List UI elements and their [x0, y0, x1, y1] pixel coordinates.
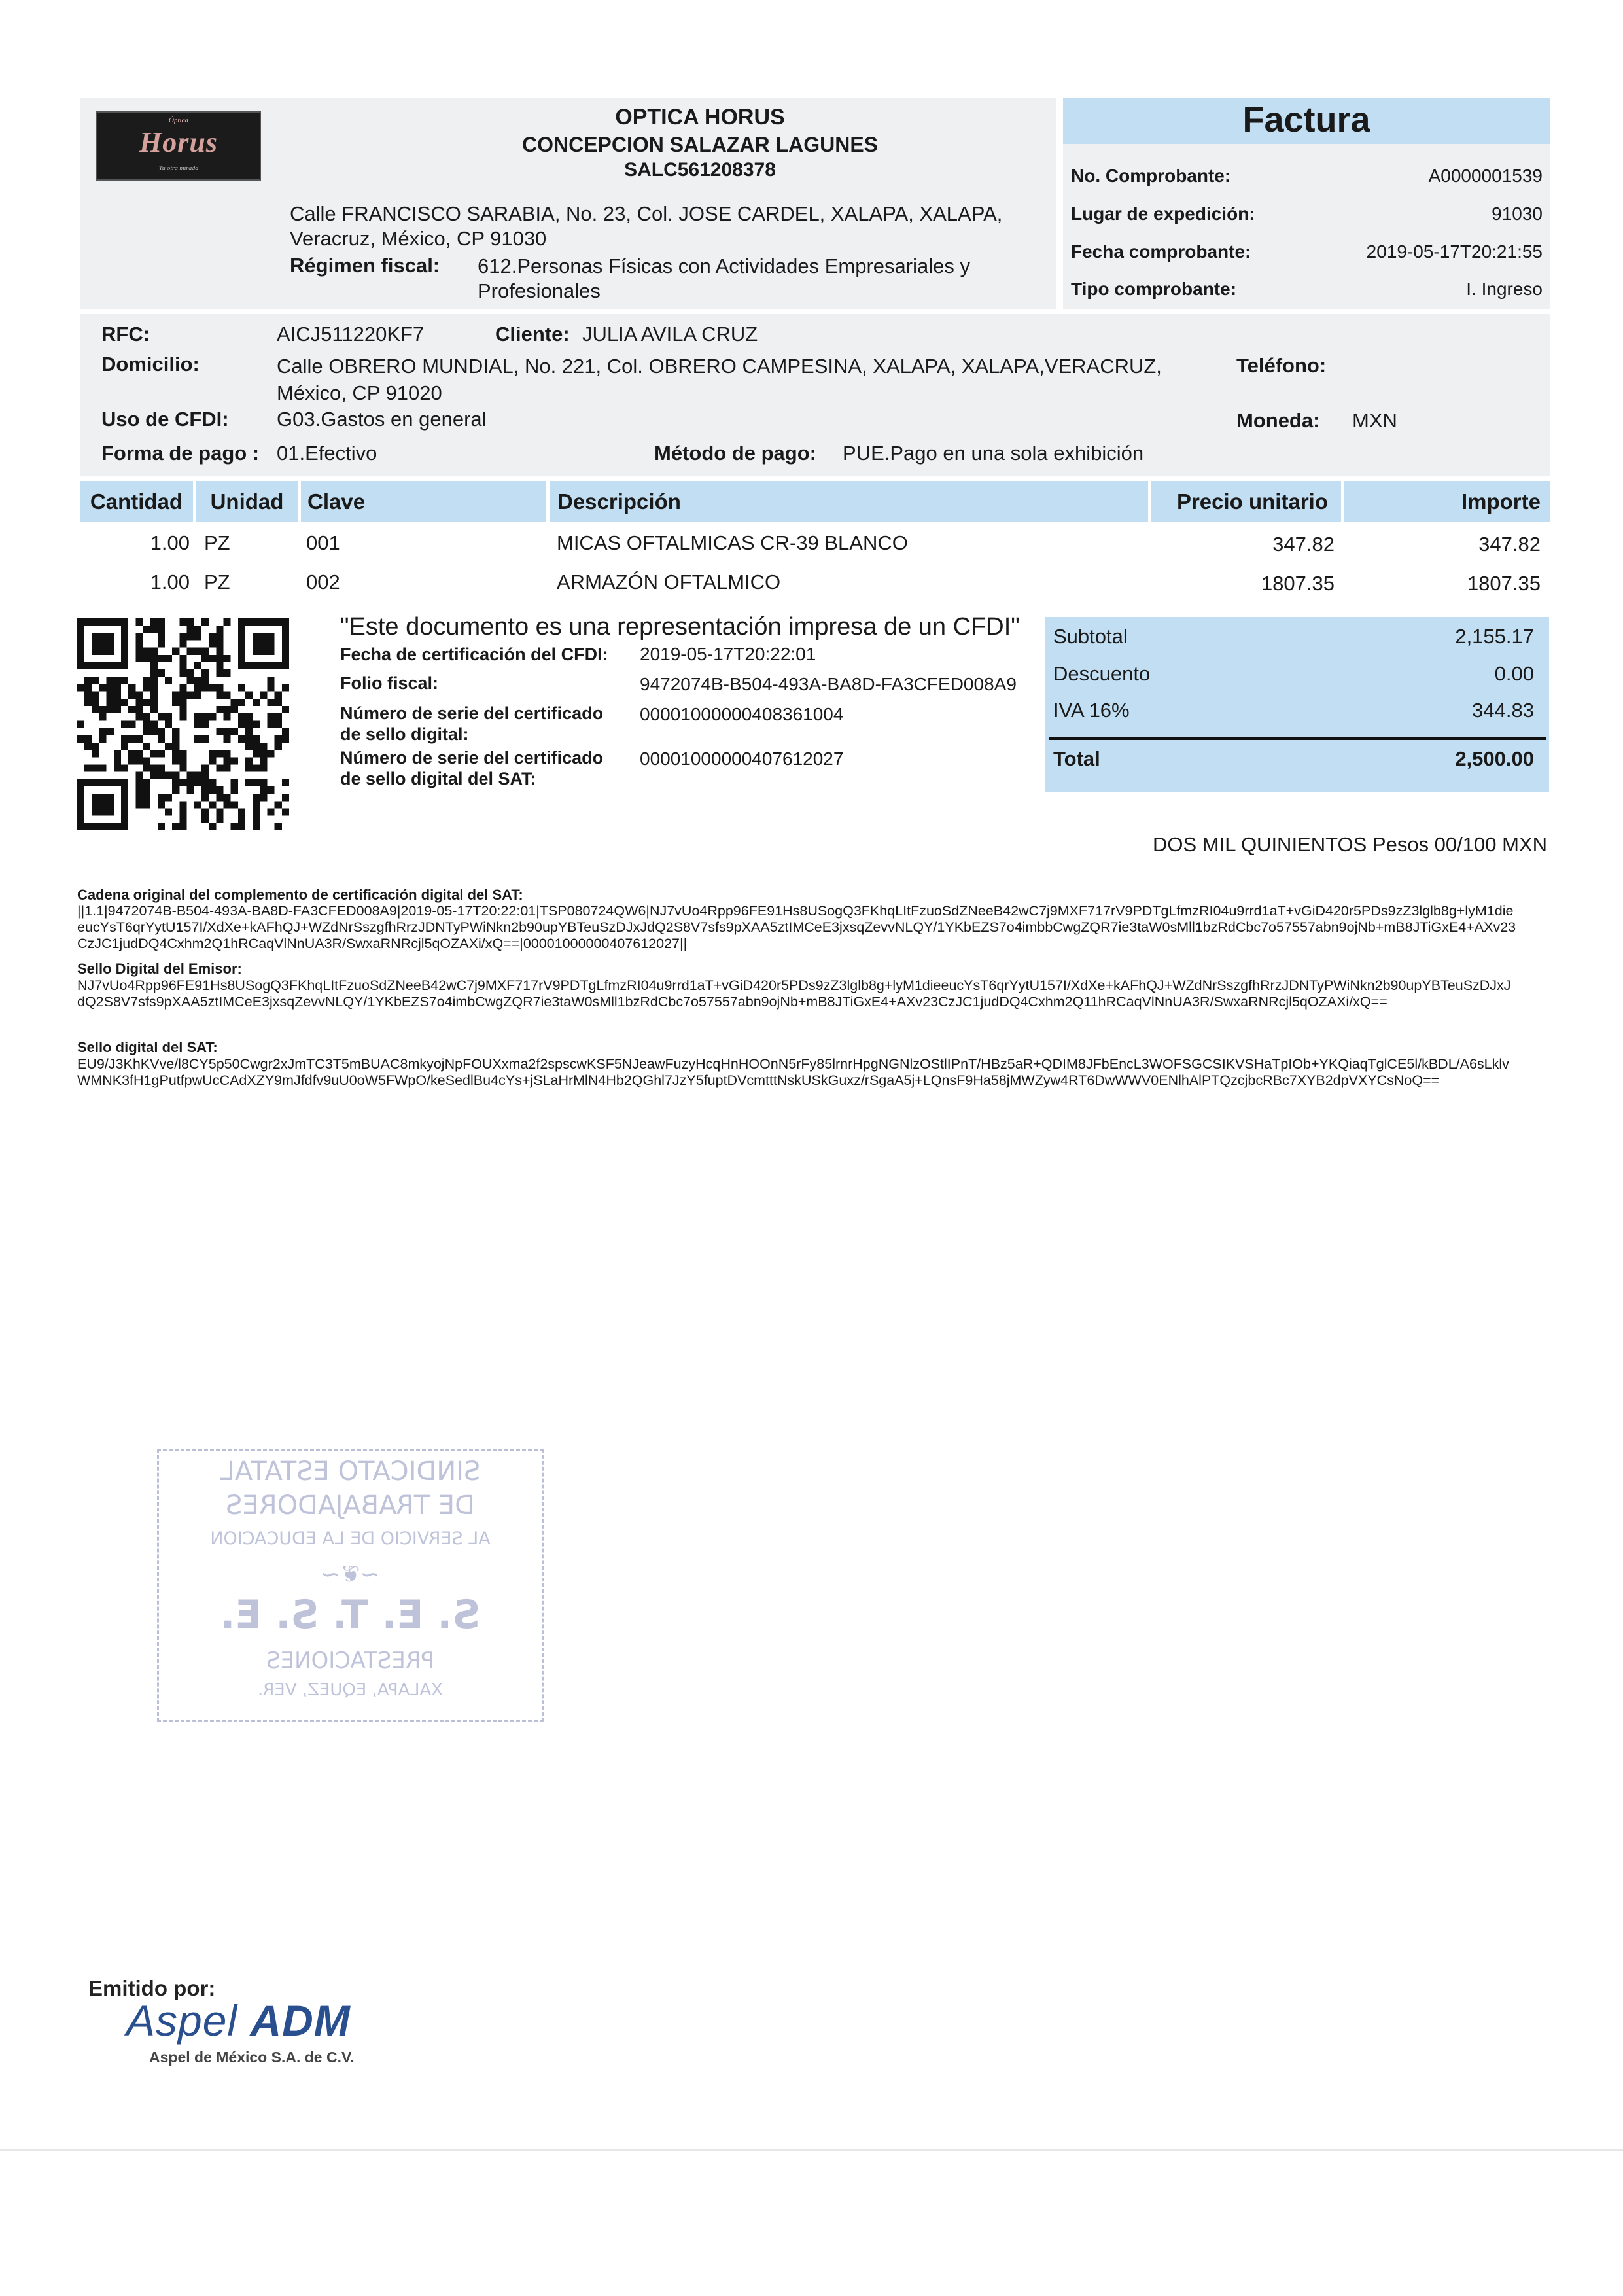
iva-label: IVA 16% [1053, 699, 1130, 722]
payment-method-value: PUE.Pago en una sola exhibición [843, 442, 1144, 465]
row-precio: 1807.35 [1261, 572, 1335, 595]
regimen-label: Régimen fiscal: [290, 254, 440, 277]
stamp-line-4: S. E. T. S. E. [220, 1592, 481, 1638]
issuer-owner: CONCEPCION SALAZAR LAGUNES [521, 133, 878, 156]
aspel-company: Aspel de México S.A. de C.V. [149, 2049, 355, 2066]
total-label: Total [1053, 747, 1100, 770]
issuer-rfc: SALC561208378 [624, 159, 776, 181]
aspel-brand: Aspel [126, 1996, 238, 2045]
row-importe: 1807.35 [1467, 572, 1541, 595]
adm-brand: ADM [250, 1996, 351, 2045]
cert-date-label: Fecha de certificación del CFDI: [340, 645, 608, 664]
place-label: Lugar de expedición: [1071, 203, 1255, 224]
client-label: Cliente: [495, 323, 570, 345]
phone-label: Teléfono: [1236, 354, 1327, 377]
logo-small-top: Óptica [169, 116, 188, 124]
subtotal-label: Subtotal [1053, 625, 1128, 648]
stamp-line-1: SINDICATO ESTATAL [220, 1457, 481, 1487]
cadena-value: ||1.1|9472074B-B504-493A-BA8D-FA3CFED008A9|2019-05-17T20:22:01|TSP080724QW6|NJ7vUo4Rpp96FE91Hs8USogQ3FKhqLItFzuoSdZNeeB42wC7j9MXF717rV9PDTgLfmzRI04u9rrd1aT+vGiD420r5PDs9zZ3lglb8g+lyM1dieeucYsT6qrYytU157I/XdXe+kAFhQJ+WZdNrSszgfhRrzJDNTyPWiNkn2b90upYBTeuSzDJxJdQ2S8V7sfs9pXAA5ztIMCeE3jxsqZevvNLQY/1YKbEZS7o4imbbCwgZQR7ie3taW0sMll1bzRdCbc7o57557abn9ojNb+mB8JTiGxE4+AXv23CzJC1judDQ4Cxhm2Q1hRCaqVlNnUA3R/SwxaRNRcjl5qOZAXi/xQ==|00001000000407612027|| [77, 903, 1516, 951]
invoice-number-value: A0000001539 [1428, 166, 1543, 186]
payment-form-label: Forma de pago : [101, 442, 260, 465]
folio-value: 9472074B-B504-493A-BA8D-FA3CFED008A9 [640, 674, 1017, 694]
subtotal-value: 2,155.17 [1455, 625, 1534, 648]
payment-method-label: Método de pago: [654, 442, 816, 465]
row-cantidad: 1.00 [150, 571, 190, 593]
discount-value: 0.00 [1494, 662, 1534, 685]
row-clave: 001 [306, 531, 340, 554]
cfdi-use-label: Uso de CFDI: [101, 408, 229, 431]
address-label: Domicilio: [101, 353, 200, 376]
folio-label: Folio fiscal: [340, 673, 439, 693]
emisor-seal-label: Sello Digital del Emisor: [77, 961, 242, 977]
col-descripcion: Descripción [550, 481, 1151, 522]
cert-date-value: 2019-05-17T20:22:01 [640, 644, 816, 664]
sat-seal-value: EU9/J3KhKVve/l8CY5p50Cwgr2xJmTC3T5mBUAC8mkyojNpFOUXxma2f2spscwKSF5NJeawFuzyHcqHnHOOnN5rFy85lrnrHpgNGNlzOStlIPnT/HBz5aR+QDIM8JFbEncL3WOFSGCSIKVSHaTpIOb+YKQiaqTglCE5l/kBDL/A6sLklvWMNK3fH1gPutfpwUcCAdXZY9mJfdfv9uU0oW5FWpO/keSedlBu4cYs+jSLaHrMlN4Hb2QGhl7JzY5fuptDVcmtttNskUSkGuxz/rSgaA5j+LQnsF9Ha58jMWZyw4RT6DwWWV0ENlhAlPTQzcjbcRBc7XYB2dpVXYCsNoQ== [77, 1056, 1509, 1088]
col-cantidad: Cantidad [80, 481, 196, 522]
discount-label: Descuento [1053, 662, 1151, 685]
currency-value: MXN [1352, 409, 1397, 432]
invoice-title: Factura [1242, 100, 1370, 139]
serie-sat-value: 00001000000407612027 [640, 749, 844, 769]
rubber-stamp [157, 1449, 544, 1722]
row-importe: 347.82 [1478, 533, 1541, 556]
stamp-line-2: DE TRABAJADORES [226, 1491, 475, 1521]
date-label: Fecha comprobante: [1071, 241, 1251, 262]
logo-tagline: Tu otra mirada [158, 165, 199, 172]
serie-label-2: de sello digital: [340, 724, 469, 744]
col-clave: Clave [301, 481, 550, 522]
row-cantidad: 1.00 [150, 531, 190, 554]
date-value: 2019-05-17T20:21:55 [1366, 241, 1543, 262]
total-divider [1049, 737, 1546, 740]
iva-value: 344.83 [1472, 699, 1534, 722]
stamp-line-5: PRESTACIONES [266, 1648, 435, 1674]
stamp-line-3: AL SERVICIO DE LA EDUCACION [210, 1528, 491, 1549]
rfc-label: RFC: [101, 323, 150, 345]
cadena-label: Cadena original del complemento de certificación digital del SAT: [77, 887, 523, 903]
col-unidad: Unidad [196, 481, 301, 522]
serie-sat-label-2: de sello digital del SAT: [340, 769, 536, 788]
total-value: 2,500.00 [1455, 747, 1534, 770]
serie-label-1: Número de serie del certificado [340, 703, 604, 723]
qr-modules [77, 618, 289, 830]
issued-by-label: Emitido por: [88, 1976, 216, 2000]
regimen-value: 612.Personas Físicas con Actividades Empresariales y Profesionales [478, 255, 970, 302]
row-descripcion: MICAS OFTALMICAS CR-39 BLANCO [557, 531, 908, 554]
issuer-address: Calle FRANCISCO SARABIA, No. 23, Col. JOSE CARDEL, XALAPA, XALAPA, Veracruz, México, CP 91030 [290, 202, 1003, 250]
rfc-value: AICJ511220KF7 [277, 323, 425, 345]
stamp-ornament: ~❦~ [321, 1561, 380, 1588]
cfdi-use-value: G03.Gastos en general [277, 408, 487, 431]
row-descripcion: ARMAZÓN OFTALMICO [557, 571, 781, 593]
type-value: I. Ingreso [1466, 279, 1543, 299]
place-value: 91030 [1492, 203, 1543, 224]
col-precio: Precio unitario [1151, 481, 1344, 522]
issuer-name: OPTICA HORUS [615, 105, 785, 130]
logo-text: Horus [139, 126, 218, 158]
client-value: JULIA AVILA CRUZ [582, 323, 758, 345]
cfdi-note: "Este documento es una representación impresa de un CFDI" [340, 613, 1020, 641]
row-unidad: PZ [204, 571, 230, 593]
amount-in-words: DOS MIL QUINIENTOS Pesos 00/100 MXN [1153, 833, 1547, 856]
qr-code [77, 618, 289, 830]
row-clave: 002 [306, 571, 340, 593]
aspel-logo [126, 1996, 351, 2045]
invoice-number-label: No. Comprobante: [1071, 166, 1231, 186]
col-importe: Importe [1344, 481, 1550, 522]
row-precio: 347.82 [1272, 533, 1335, 556]
payment-form-value: 01.Efectivo [277, 442, 377, 465]
emisor-seal-value: NJ7vUo4Rpp96FE91Hs8USogQ3FKhqLItFzuoSdZNeeB42wC7j9MXF717rV9PDTgLfmzRI04u9rrd1aT+vGiD420r5PDs9zZ3lglb8g+lyM1dieeucYsT6qrYytU157I/XdXe+kAFhQJ+WZdNrSszgfhRrzJDNTyPWiNkn2b90upYBTeuSzDJxJdQ2S8V7sfs9pXAA5ztIMCeE3jxsqZevvNLQY/1YKbEZS7o4imbCwgZQR7ie3taW0sMll1bzRdCbc7o57557abn9ojNb+mB8JTiGxE4+AXv23CzJC1judDQ4Cxhm2Q11hRCaqVlNnUA3R/SwxaRNRcjl5qOZAXi/xQ== [77, 978, 1511, 1010]
currency-label: Moneda: [1236, 409, 1320, 432]
address-value: Calle OBRERO MUNDIAL, No. 221, Col. OBRERO CAMPESINA, XALAPA, XALAPA,VERACRUZ, México, CP 91020 [277, 355, 1162, 404]
serie-value: 00001000000408361004 [640, 704, 844, 724]
type-label: Tipo comprobante: [1071, 279, 1237, 299]
stamp-line-6: XALAPA, EQUEZ, VER. [257, 1680, 444, 1700]
company-logo [96, 111, 261, 181]
sat-seal-label: Sello digital del SAT: [77, 1039, 218, 1055]
page-bottom-rule [0, 2149, 1623, 2151]
row-unidad: PZ [204, 531, 230, 554]
serie-sat-label-1: Número de serie del certificado [340, 748, 604, 768]
